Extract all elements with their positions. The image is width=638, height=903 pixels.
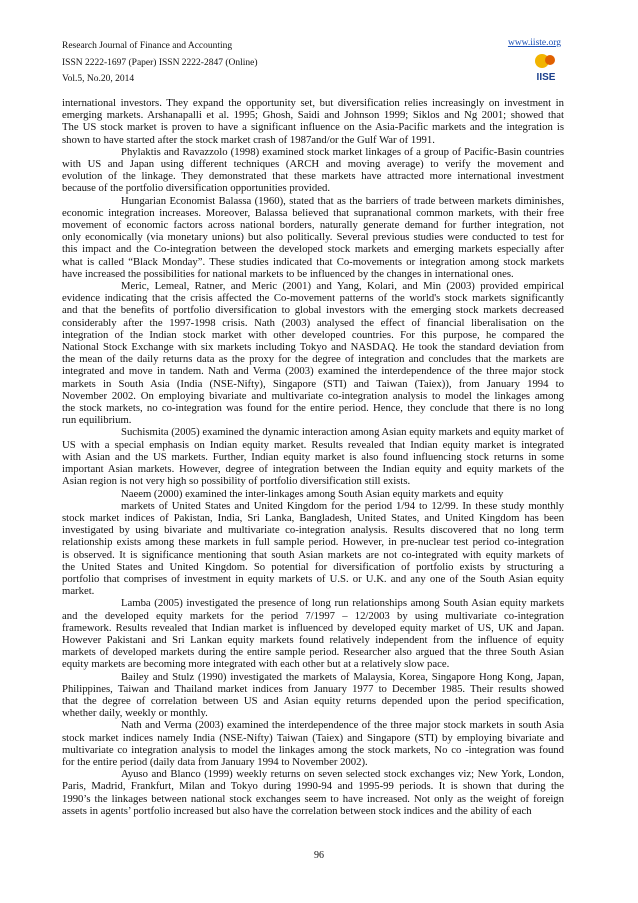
paragraph (62, 146, 564, 195)
page-header (62, 38, 258, 88)
text-line: integration of the Indian stock market with other developed countries. For this purpose, he compared the (62, 328, 564, 341)
text-line: portfolio that comprises of investment in equity markets of U.S. or U.K. and any one of the South Asian equity (62, 572, 564, 585)
text-line: and the developed equity markets for the period 7/1997 – 12/2003 by using multivariate co-integration (62, 609, 564, 622)
paragraph (62, 195, 564, 280)
text-line: relationship exists among these markets in full sample period. However, in pre-nuclear test period co-integration (62, 536, 564, 549)
svg-text:IISE: IISE (536, 72, 556, 83)
text-line: US with a special emphasis on Indian equity market. Results revealed that Indian equity market is integrated (62, 438, 564, 451)
text-line: markets of developed markets during the entire sample period. Researcher also argued that the three South Asian (62, 646, 564, 659)
text-line: the stock markets, no co-integration was found for the entire period. Hence, they conclude that there is no long (62, 402, 564, 415)
journal-url-link[interactable]: www.iiste.org (507, 38, 561, 48)
text-line: November 2002. On employing bivariate and multivariate co-integration analysis to model the linkages among (62, 389, 564, 402)
text-line: stock market indices namely India (NSE-Nifty) Taiwan (Taiex) and Singapore (STI) by employing bivariate and (62, 731, 564, 744)
paragraph (62, 280, 564, 426)
text-line: Asian region is not very high so possibility of portfolio diversification still exists. (62, 475, 411, 488)
text-line: what is called “Black Monday”. These studies indicated that Co-movements or integration among stock markets (62, 255, 564, 268)
text-line: because of the portfolio diversification opportunities provided. (62, 182, 331, 195)
text-line: evidence indicating that the crisis affected the Co-movement patterns of the world's stock markets significantly (62, 292, 564, 305)
text-line: with US and Japan using different techniques (ARCH and moving average) to verify the movement and (62, 158, 564, 171)
text-line: Lamba (2005) investigated the presence of long run relationships among South Asian equity markets (121, 597, 564, 610)
text-line: assets in agents’ portfolio increased but also have the correlation between stock indices and the ability of each (62, 804, 532, 817)
text-line: equity markets are becoming more integrated with each other but at a relatively slow pace. (62, 658, 450, 671)
text-line: 1990’s the linkages between national stock exchanges seem to have increased. Not only as the weight of foreign (62, 792, 564, 805)
text-line: Nath and Verma (2003) examined the interdependence of the three major stock markets in south Asia (121, 719, 564, 732)
paragraph (62, 671, 564, 720)
page-number: 96 (314, 850, 324, 861)
text-line: shown to have started after the stock market crash of 1987and/or the Gulf War of 1991. (62, 133, 435, 146)
text-line: markets in South Asia (India (NSE-Nifty), Singapore (STI) and Taiwan (Taiex)), from January 1994 to (62, 377, 564, 390)
paragraph (62, 597, 564, 670)
text-line: Bailey and Stulz (1990) investigated the markets of Malaysia, Korea, Singapore Hong Kong, Japan, (121, 670, 564, 683)
iiste-logo (530, 53, 562, 83)
paragraph (62, 97, 564, 146)
paragraph (62, 488, 564, 500)
text-line: market. (62, 585, 95, 598)
text-line: Phylaktis and Ravazzolo (1998) examined stock market linkages of a group of Pacific-Basin countries (121, 145, 564, 158)
text-line: have increased the possibilities for national markets to be influenced by the changes in international ones. (62, 267, 514, 280)
journal-title: Research Journal of Finance and Accounting (62, 41, 233, 51)
text-line: evolution of the linkage. They demonstrated that these markets have attracted more international investment (62, 170, 564, 183)
text-line: However Pakistani and Sri Lankan equity markets found relatively independent from the influence of equity (62, 633, 564, 646)
text-line: considerably after the 1997-1998 crisis. Nath (2003) analysed the effect of financial liberalisation on the (62, 316, 564, 329)
text-line: is observed. It is significance mentioning that south Asian markets are not co-integrated with equity markets of (62, 548, 564, 561)
text-line: multivariate co integration analysis to model the linkages among the stock markets, No co -integration was found (62, 743, 564, 756)
text-line: Meric, Lemeal, Ratner, and Meric (2001) and Yang, Kolari, and Min (2003) provided empirical (121, 280, 564, 293)
text-line: Suchismita (2005) examined the dynamic interaction among Asian equity markets and equity market of (121, 426, 564, 439)
text-line: movement of economic factors across national borders, naturally generate demand for further integration, not (62, 219, 564, 232)
text-line: Ayuso and Blanco (1999) weekly returns on seven selected stock exchanges viz; New York, London, (121, 768, 564, 781)
text-line: the United States and United Kingdom. So potential for diversification of portfolio exists by structuring a (62, 560, 564, 573)
text-line: important Asian markets. However, degree of integration between the Indian equity and equity markets of the (62, 463, 564, 476)
text-line: markets of United States and United Kingdom for the period 1/94 to 12/99. In these study monthly (121, 499, 564, 512)
text-line: National Stock Exchange with six markets including Tokyo and NASDAQ. He took the standard deviation from (62, 341, 564, 354)
text-line: run equilibrium. (62, 414, 132, 427)
text-line: framework. Results revealed that Indian market is influenced by developed equity market of US, UK and Japan. (62, 621, 564, 634)
text-line: The US stock market is proven to have a significant influence on the Asia-Pacific markets and the integration is (62, 121, 564, 134)
volume-line: Vol.5, No.20, 2014 (62, 74, 135, 84)
text-line: that the degree of correlation between US and Asian equity returns depended upon the period specification, (62, 694, 564, 707)
text-line: with Asian and the US markets. Further, Indian equity market is also found influencing stock returns in some (62, 450, 564, 463)
paragraph (62, 719, 564, 768)
text-line: Philippines, Taiwan and Thailand market indices from January 1977 to December 1985. Their results showed (62, 682, 564, 695)
body-text (62, 97, 564, 817)
text-line: this impact and the Co-integration between the developed stock markets and emerging markets especially after (62, 243, 564, 256)
text-line: whether daily, weekly or monthly. (62, 707, 208, 720)
text-line: the mean of the daily returns data as the proxy for the degree of integration and concludes that the markets are (62, 353, 564, 366)
text-line: investigated by using bivariate and multivariate co-integration analysis. Results discovered that no long term (62, 524, 564, 537)
paragraph (62, 426, 564, 487)
text-line: for the entire period (daily data from January 1994 to November 2002). (62, 755, 368, 768)
text-line: economic integration increases. Moreover, Balassa believed that supranational common markets, with their free (62, 206, 564, 219)
text-line: emerging markets. Arshanapalli et al. 1995; Ghosh, Saidi and Johnson 1999; Siklos and Ng 2001; showed that (62, 109, 564, 122)
text-line: and that the benefits of portfolio diversification to global investors with the emerging stock markets decreased (62, 304, 564, 317)
text-line: Paris, Madrid, Frankfurt, Milan and Tokyo during 1990-94 and 1995-99 periods. It is shown that during the (62, 780, 564, 793)
text-line: stock market indices of Pakistan, India, Sri Lanka, Bangladesh, United States, and United Kingdom has been (62, 511, 564, 524)
issn-line: ISSN 2222-1697 (Paper) ISSN 2222-2847 (Online) (62, 57, 258, 68)
text-line: integrated and move in tandem. Nath and Verma (2003) examined the interdependence of the three major stock (62, 365, 564, 378)
text-line: Hungarian Economist Balassa (1960), stated that as the barriers of trade between markets diminishes, (121, 194, 564, 207)
text-line: Naeem (2000) examined the inter-linkages among South Asian equity markets and equity (121, 487, 504, 500)
text-line: international investors. They expand the opportunity set, but diversification relies increasingly on investment in (62, 97, 564, 109)
paragraph (62, 500, 564, 598)
text-line: only economically (via monetary unions) but also politically. Several previous studies were conducted to test for (62, 231, 564, 244)
paragraph (62, 768, 564, 817)
